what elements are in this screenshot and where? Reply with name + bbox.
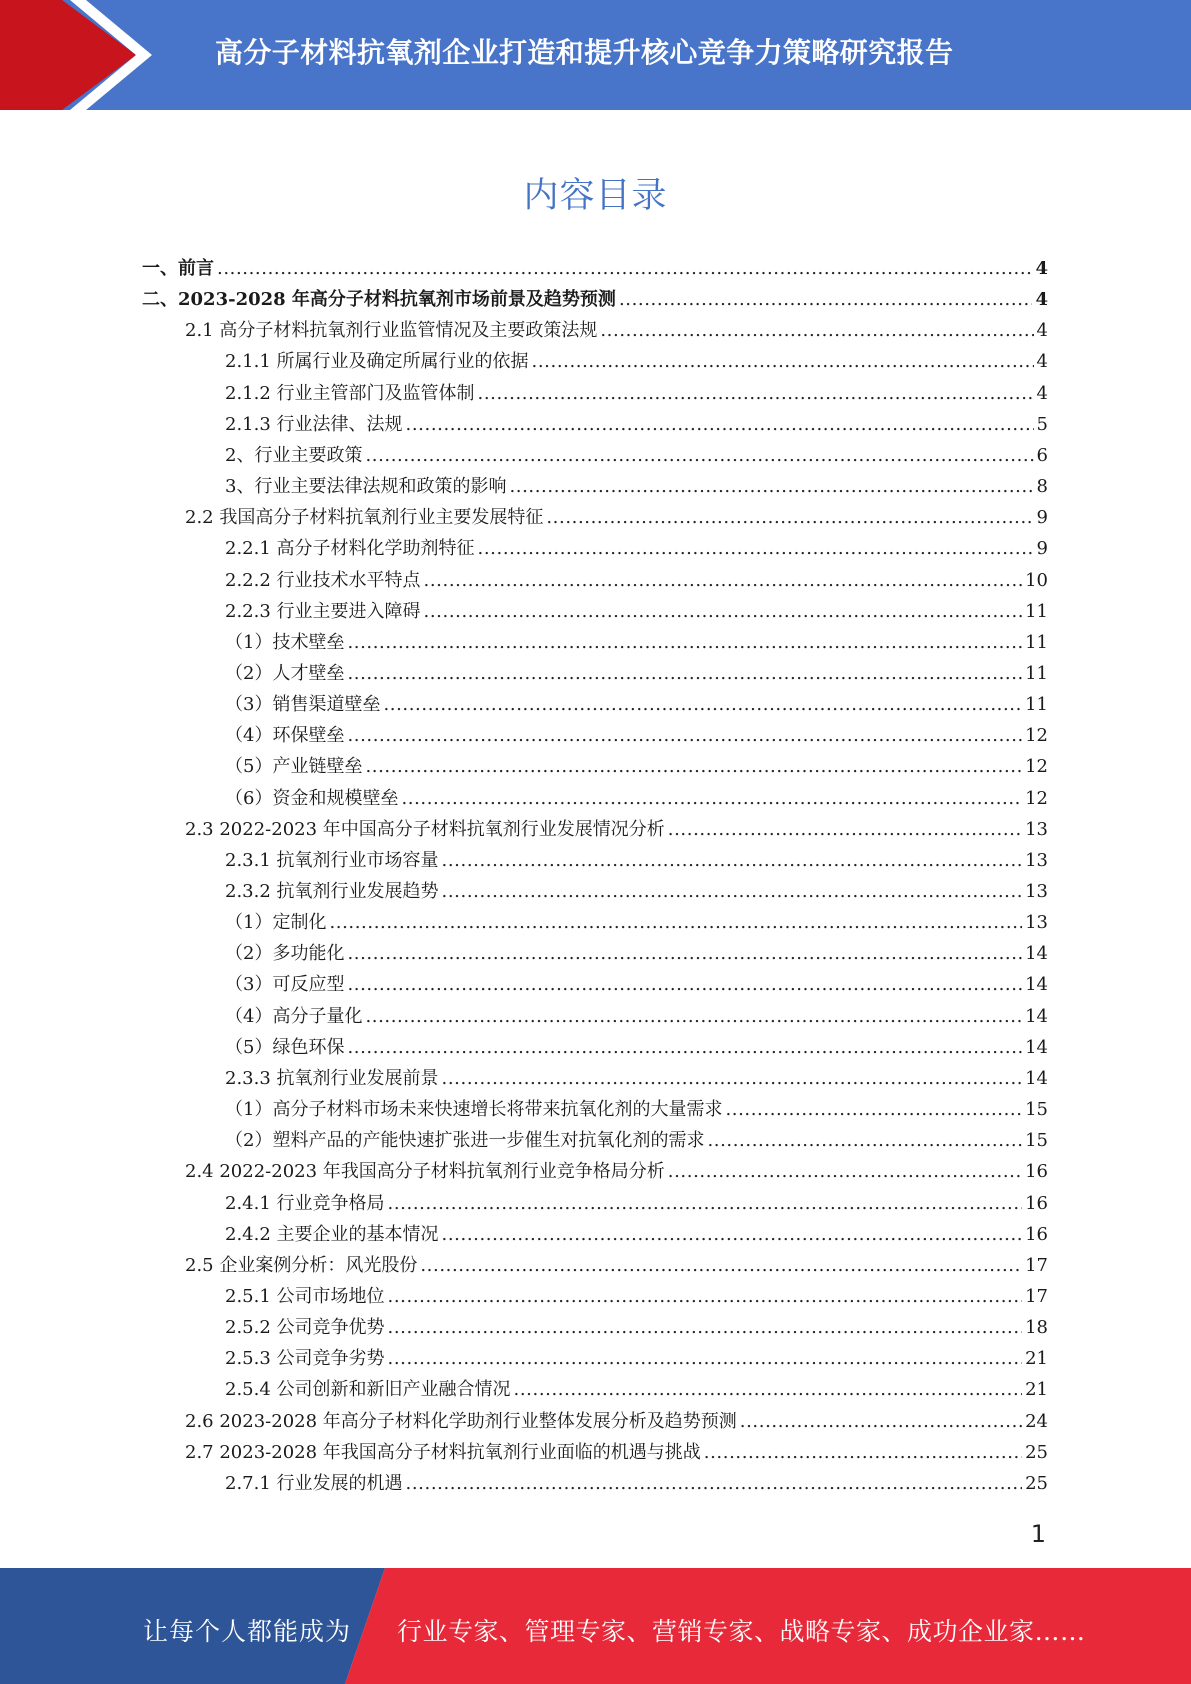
toc-entry[interactable]	[225, 969, 1048, 1000]
toc-dot-leader	[600, 315, 1033, 346]
toc-entry[interactable]	[225, 440, 1048, 471]
toc-dot-leader	[388, 1343, 1023, 1374]
toc-entry[interactable]	[225, 876, 1048, 907]
toc-dot-leader	[509, 471, 1033, 502]
page-number: 1	[1030, 1520, 1046, 1548]
toc-entry-page: 11	[1025, 600, 1048, 622]
toc-entry-page: 15	[1025, 1130, 1048, 1152]
toc-entry-page: 13	[1025, 912, 1048, 934]
toc-entry[interactable]	[225, 627, 1048, 658]
toc-entry[interactable]	[225, 1468, 1048, 1499]
toc-entry-label: （4）高分子量化	[225, 1005, 363, 1027]
toc-entry[interactable]	[225, 471, 1048, 502]
toc-entry-label: 2.3.2 抗氧剂行业发展趋势	[225, 881, 439, 902]
toc-entry-label: （1）高分子材料市场未来快速增长将带来抗氧化剂的大量需求	[225, 1099, 723, 1121]
toc-entry-page: 16	[1025, 1223, 1048, 1245]
toc-dot-leader	[546, 502, 1033, 533]
toc-entry[interactable]	[185, 502, 1048, 533]
toc-entry[interactable]	[225, 1001, 1048, 1032]
toc-entry[interactable]	[225, 1094, 1048, 1125]
toc-entry[interactable]	[225, 1188, 1048, 1219]
toc-dot-leader	[704, 1437, 1022, 1468]
toc-entry-label: （2）塑料产品的产能快速扩张进一步催生对抗氧化剂的需求	[225, 1130, 705, 1152]
toc-entry[interactable]	[185, 1437, 1048, 1468]
toc-entry[interactable]	[225, 1312, 1048, 1343]
toc-entry-page: 14	[1025, 1036, 1048, 1058]
toc-entry-page: 12	[1025, 756, 1048, 778]
toc-entry-page: 8	[1036, 476, 1048, 498]
toc-entry-page: 11	[1025, 662, 1048, 684]
toc-entry-page: 14	[1025, 1005, 1048, 1027]
toc-dot-leader	[442, 845, 1023, 876]
toc-entry-label: 3、行业主要法律法规和政策的影响	[225, 476, 507, 498]
toc-entry-label: 2.5.3 公司竞争劣势	[225, 1348, 385, 1370]
toc-dot-leader	[478, 378, 1034, 409]
toc-dot-leader	[347, 720, 1022, 751]
toc-entry[interactable]	[185, 1406, 1048, 1437]
toc-dot-leader	[424, 565, 1023, 596]
toc-entry-label: （4）环保壁垒	[225, 725, 345, 747]
toc-dot-leader	[401, 783, 1022, 814]
toc-entry-page: 11	[1025, 694, 1048, 716]
toc-dot-leader	[725, 1094, 1022, 1125]
toc-entry-page: 14	[1025, 974, 1048, 996]
toc-entry[interactable]	[225, 720, 1048, 751]
toc-entry-label: 2.2.3 行业主要进入障碍	[225, 600, 421, 622]
toc-entry[interactable]	[225, 658, 1048, 689]
toc-entry-label: 2.5.4 公司创新和新旧产业融合情况	[225, 1379, 511, 1401]
toc-entry-page: 25	[1025, 1472, 1048, 1494]
toc-dot-leader	[740, 1406, 1022, 1437]
toc-entry-page: 18	[1025, 1317, 1048, 1339]
toc-dot-leader	[347, 627, 1022, 658]
toc-dot-leader	[347, 658, 1022, 689]
toc-entry-label: 2.1.2 行业主管部门及监管体制	[225, 382, 475, 404]
toc-dot-leader	[619, 284, 1033, 315]
toc-dot-leader	[668, 1156, 1022, 1187]
toc-entry[interactable]	[225, 533, 1048, 564]
toc-entry-page: 13	[1025, 881, 1048, 902]
toc-entry-page: 21	[1025, 1348, 1048, 1370]
header-arrow-decoration	[0, 0, 160, 110]
toc-entry-page: 14	[1025, 943, 1048, 965]
toc-heading: 内容目录	[523, 176, 668, 216]
toc-entry-label: 2.3.3 抗氧剂行业发展前景	[225, 1067, 439, 1089]
toc-entry-page: 4	[1036, 351, 1048, 373]
toc-entry[interactable]	[185, 814, 1048, 845]
toc-entry-label: 2.7.1 行业发展的机遇	[225, 1472, 403, 1494]
toc-dot-leader	[514, 1374, 1023, 1405]
toc-entry[interactable]	[225, 1343, 1048, 1374]
toc-dot-leader	[406, 1468, 1023, 1499]
toc-entry-label: 2.4 2022-2023 年我国高分子材料抗氧剂行业竞争格局分析	[185, 1161, 665, 1183]
toc-entry-page: 12	[1025, 787, 1048, 809]
toc-entry-label: 2.5 企业案例分析：风光股份	[185, 1254, 418, 1276]
toc-entry-page: 4	[1035, 289, 1048, 311]
toc-entry-label: 2.3.1 抗氧剂行业市场容量	[225, 849, 439, 871]
toc-entry[interactable]	[185, 1156, 1048, 1187]
toc-entry-label: 2.5.2 公司竞争优势	[225, 1317, 385, 1339]
toc-entry[interactable]	[142, 284, 1048, 315]
toc-entry-label: 2.1.1 所属行业及确定所属行业的依据	[225, 351, 529, 373]
toc-entry-label: （1）技术壁垒	[225, 631, 345, 653]
toc-entry-label: （1）定制化	[225, 912, 327, 934]
toc-dot-leader	[217, 253, 1032, 284]
toc-entry[interactable]	[225, 565, 1048, 596]
toc-entry-page: 9	[1036, 538, 1048, 560]
toc-entry-label: 2.4.1 行业竞争格局	[225, 1192, 385, 1214]
toc-dot-leader	[329, 907, 1022, 938]
toc-dot-leader	[365, 751, 1022, 782]
toc-entry-label: （6）资金和规模壁垒	[225, 787, 399, 809]
toc-entry-label: （2）人才壁垒	[225, 662, 345, 684]
toc-entry-label: 2.2.2 行业技术水平特点	[225, 569, 421, 591]
toc-dot-leader	[406, 409, 1034, 440]
toc-entry[interactable]	[185, 315, 1048, 346]
toc-dot-leader	[668, 814, 1022, 845]
toc-entry-page: 6	[1036, 444, 1048, 466]
toc-dot-leader	[383, 689, 1022, 720]
toc-entry-page: 12	[1025, 725, 1048, 747]
toc-entry[interactable]	[225, 1374, 1048, 1405]
toc-dot-leader	[420, 1250, 1022, 1281]
toc-entry-label: 2.3 2022-2023 年中国高分子材料抗氧剂行业发展情况分析	[185, 818, 665, 840]
toc-entry-page: 14	[1025, 1067, 1048, 1089]
toc-entry[interactable]	[225, 1125, 1048, 1156]
toc-entry-page: 16	[1025, 1192, 1048, 1214]
toc-dot-leader	[532, 346, 1034, 377]
toc-dot-leader	[347, 969, 1022, 1000]
toc-entry-label: 2.7 2023-2028 年我国高分子材料抗氧剂行业面临的机遇与挑战	[185, 1441, 701, 1463]
toc-entry-page: 21	[1025, 1379, 1048, 1401]
toc-entry[interactable]	[225, 907, 1048, 938]
toc-entry-label: 2.6 2023-2028 年高分子材料化学助剂行业整体发展分析及趋势预测	[185, 1410, 737, 1432]
toc-entry-label: （5）产业链壁垒	[225, 756, 363, 778]
toc-entry-label: （3）销售渠道壁垒	[225, 694, 381, 716]
toc-entry-page: 24	[1025, 1410, 1048, 1432]
toc-entry-page: 4	[1036, 320, 1048, 342]
toc-entry-page: 11	[1025, 631, 1048, 653]
toc-dot-leader	[707, 1125, 1022, 1156]
toc-entry-label: （3）可反应型	[225, 974, 345, 996]
toc-entry-page: 17	[1025, 1285, 1048, 1307]
toc-dot-leader	[347, 938, 1022, 969]
toc-dot-leader	[365, 440, 1033, 471]
toc-entry[interactable]	[225, 1032, 1048, 1063]
toc-entry-page: 9	[1036, 507, 1048, 529]
toc-entry-page: 4	[1036, 382, 1048, 404]
footer-slogan-right: 行业专家、管理专家、营销专家、战略专家、成功企业家……	[397, 1617, 1086, 1646]
toc-entry-label: 2.1 高分子材料抗氧剂行业监管情况及主要政策法规	[185, 320, 598, 342]
toc-dot-leader	[442, 876, 1023, 907]
toc-dot-leader	[478, 533, 1034, 564]
toc-entry-label: 一、前言	[142, 258, 214, 279]
toc-entry[interactable]	[225, 378, 1048, 409]
toc-dot-leader	[424, 596, 1023, 627]
toc-entry[interactable]	[225, 1219, 1048, 1250]
toc-entry-label: 二、2023-2028 年高分子材料抗氧剂市场前景及趋势预测	[142, 289, 616, 311]
toc-entry-page: 4	[1035, 258, 1048, 279]
toc-dot-leader	[442, 1219, 1023, 1250]
toc-entry-label: 2、行业主要政策	[225, 444, 363, 466]
toc-dot-leader	[388, 1281, 1023, 1312]
header-band	[0, 0, 1191, 110]
footer-slogan-left: 让每个人都能成为	[143, 1617, 352, 1646]
toc-entry-page: 16	[1025, 1161, 1048, 1183]
toc-entry-page: 10	[1025, 569, 1048, 591]
toc-dot-leader	[388, 1312, 1023, 1343]
toc-entry-label: 2.1.3 行业法律、法规	[225, 413, 403, 435]
toc-entry-label: （2）多功能化	[225, 943, 345, 965]
toc-dot-leader	[347, 1032, 1022, 1063]
toc-entry-label: 2.5.1 公司市场地位	[225, 1285, 385, 1307]
toc-entry[interactable]	[225, 409, 1048, 440]
toc-dot-leader	[442, 1063, 1023, 1094]
toc-entry[interactable]	[185, 1250, 1048, 1281]
toc-entry-label: 2.4.2 主要企业的基本情况	[225, 1223, 439, 1245]
toc-entry[interactable]	[225, 689, 1048, 720]
toc-entry[interactable]	[225, 938, 1048, 969]
toc-entry[interactable]	[225, 783, 1048, 814]
toc-entry-label: （5）绿色环保	[225, 1036, 345, 1058]
toc-entry[interactable]	[225, 751, 1048, 782]
toc-entry[interactable]	[142, 253, 1048, 284]
toc-entry-label: 2.2 我国高分子材料抗氧剂行业主要发展特征	[185, 507, 544, 529]
toc-dot-leader	[365, 1001, 1022, 1032]
footer-band	[0, 1568, 1191, 1684]
toc-entry-label: 2.2.1 高分子材料化学助剂特征	[225, 538, 475, 560]
toc-entry[interactable]	[225, 845, 1048, 876]
toc-entry-page: 17	[1025, 1254, 1048, 1276]
toc-entry-page: 13	[1025, 849, 1048, 871]
report-title: 高分子材料抗氧剂企业打造和提升核心竞争力策略研究报告	[215, 36, 954, 69]
header-red-block	[0, 0, 136, 110]
toc-dot-leader	[388, 1188, 1023, 1219]
toc-entry-page: 25	[1025, 1441, 1048, 1463]
toc-entry-page: 15	[1025, 1099, 1048, 1121]
toc-entry[interactable]	[225, 346, 1048, 377]
toc-entry-page: 5	[1036, 413, 1048, 435]
toc-entry[interactable]	[225, 1063, 1048, 1094]
toc-entry[interactable]	[225, 596, 1048, 627]
toc-entry[interactable]	[225, 1281, 1048, 1312]
toc-entry-page: 13	[1025, 818, 1048, 840]
